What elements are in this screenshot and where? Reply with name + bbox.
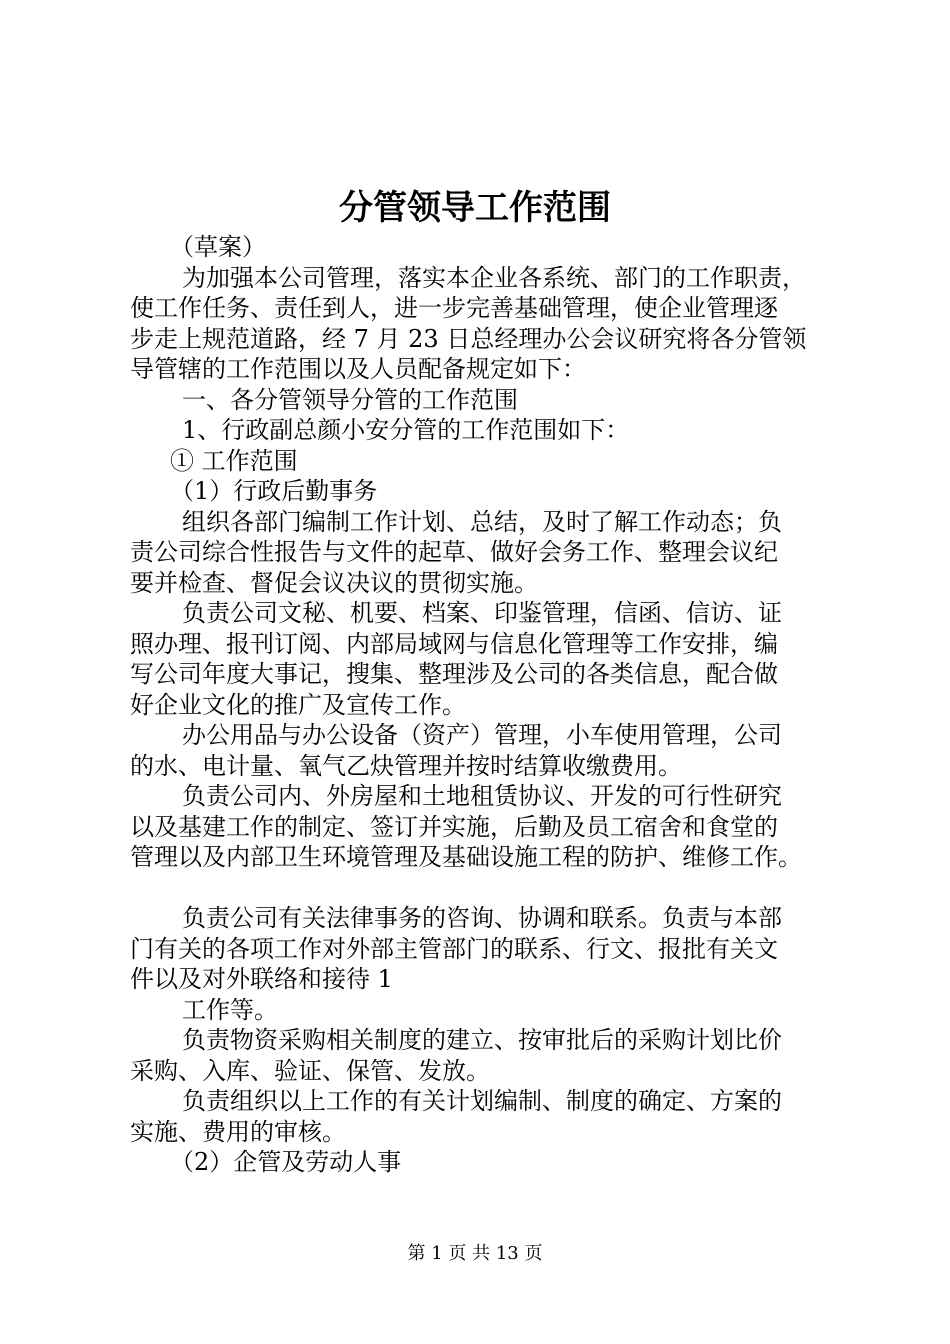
paragraph-line: 门有关的各项工作对外部主管部门的联系、行文、报批有关文 [130,934,778,963]
subsection-heading: 1、行政副总颜小安分管的工作范围如下： [182,416,630,444]
blank-line [130,873,830,904]
paragraph-line: 责公司综合性报告与文件的起草、做好会务工作、整理会议纪 [130,538,778,566]
paragraph-line: 采购、入库、验证、保管、发放。 [130,1056,490,1085]
paragraph-line: 负责公司文秘、机要、档案、印鉴管理，信函、信访、证 [182,599,782,627]
paragraph-line: 以及基建工作的制定、签订并实施，后勤及员工宿舍和食堂的 [130,812,778,841]
section-heading: 一、各分管领导分管的工作范围 [182,385,518,414]
paragraph-line: 的水、电计量、氧气乙炔管理并按时结算收缴费用。 [130,751,682,780]
paragraph-line: 组织各部门编制工作计划、总结，及时了解工作动态；负 [182,507,782,536]
document-body [130,232,830,1178]
paragraph-line: 负责组织以上工作的有关计划编制、制度的确定、方案的 [182,1087,782,1115]
paragraph-line: 负责物资采购相关制度的建立、按审批后的采购计划比价 [182,1026,782,1054]
paragraph-line: 负责公司内、外房屋和土地租赁协议、开发的可行性研究 [182,782,782,810]
paragraph-line: 要并检查、督促会议决议的贯彻实施。 [130,568,538,597]
paragraph-line: 工作等。 [182,995,278,1024]
item-heading: （2）企管及劳动人事 [170,1148,402,1176]
paragraph-line: 实施、费用的审核。 [130,1117,346,1146]
paragraph-line: 件以及对外联络和接待 1 [130,965,393,993]
item-heading: （1）行政后勤事务 [170,477,378,505]
paragraph-line: 好企业文化的推广及宣传工作。 [130,690,466,719]
page-footer: 第 1 页 共 13 页 [407,1243,543,1264]
paragraph-line: 负责公司有关法律事务的咨询、协调和联系。负责与本部 [182,904,782,932]
paragraph-line: 办公用品与办公设备（资产）管理，小车使用管理，公司 [182,721,782,749]
intro-line: 步走上规范道路，经 7 月 23 日总经理办公会议研究将各分管领 [130,324,807,353]
draft-note: （草案） [170,233,266,261]
intro-line: 为加强本公司管理，落实本企业各系统、部门的工作职责， [182,263,806,292]
paragraph-line: 管理以及内部卫生环境管理及基础设施工程的防护、维修工作。 [130,843,802,871]
intro-line: 导管辖的工作范围以及人员配备规定如下： [130,355,586,383]
intro-line: 使工作任务、责任到人，进一步完善基础管理，使企业管理逐 [130,294,778,322]
document-title: 分管领导工作范围 [339,188,611,228]
paragraph-line: 写公司年度大事记，搜集、整理涉及公司的各类信息，配合做 [130,660,778,688]
scope-heading: ① 工作范围 [170,446,298,475]
paragraph-line: 照办理、报刊订阅、内部局域网与信息化管理等工作安排，编 [130,629,778,658]
